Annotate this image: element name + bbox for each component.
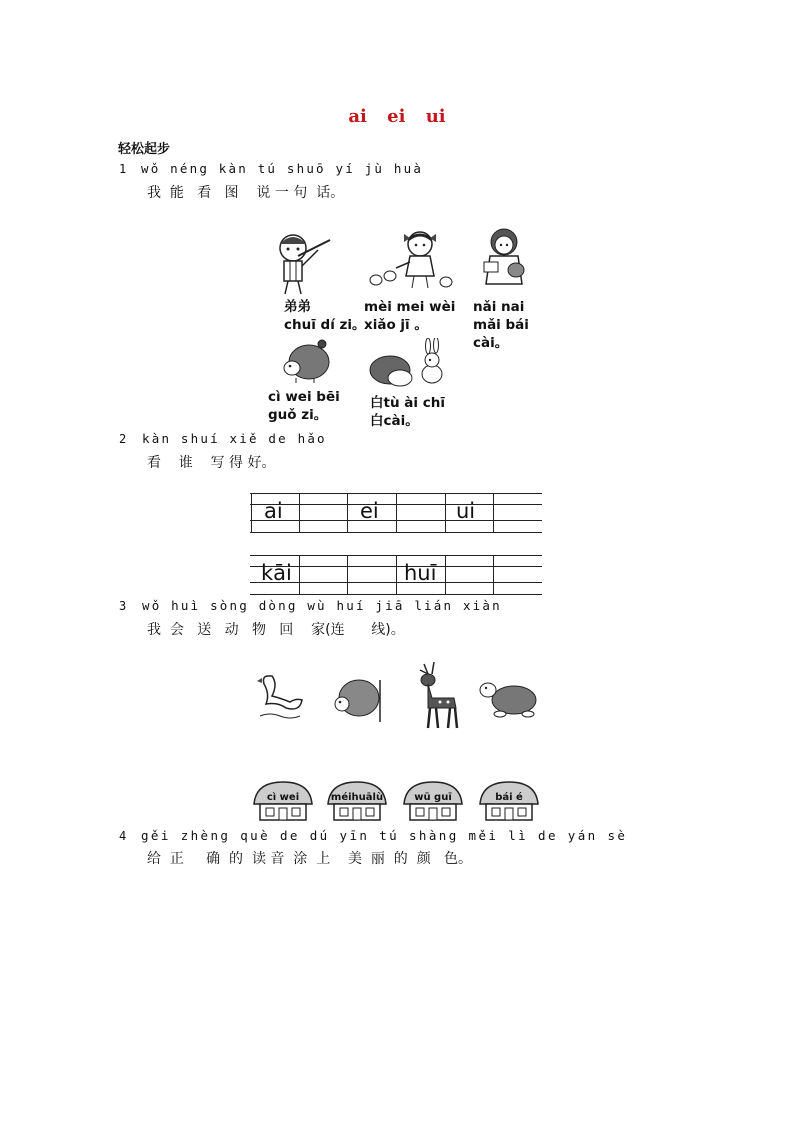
question-2-text: 看 谁 写 得 好。	[147, 455, 276, 471]
boy-flute-illustration	[268, 228, 338, 298]
grid-1-cell-ai: ai	[264, 499, 283, 523]
grid-1-cell-ui: ui	[456, 499, 476, 523]
girl-chicks-illustration	[362, 224, 457, 294]
grid-2-cell-kai: kāi	[261, 561, 292, 585]
question-1-pinyin: wǒ néng kàn tú shuō yí jù huà	[141, 161, 424, 176]
grid-1-cell-ei: ei	[360, 499, 379, 523]
page-title: ai ei ui	[348, 106, 446, 127]
question-3-text: 我 会 送 动 物 回 家(连 线)。	[147, 622, 405, 638]
house-label-meihualu: méihuālù	[330, 792, 384, 803]
caption-sister-chicks: mèi mei wèi xiǎo jī 。	[364, 299, 456, 333]
house-label-bai-e: bái é	[495, 792, 523, 803]
grandma-cabbage-illustration	[476, 226, 532, 292]
turtle-illustration	[478, 678, 540, 720]
question-2-number: 2	[119, 432, 127, 446]
question-4-text: 给 正 确 的 读 音 涂 上 美 丽 的 颜 色。	[147, 851, 473, 867]
question-2-pinyin: kàn shuí xiě de hǎo	[142, 431, 327, 446]
caption-rabbit-cabbage: 白tù ài chī 白cài。	[370, 395, 445, 429]
deer-illustration	[410, 662, 462, 732]
question-4-pinyin: gěi zhèng què de dú yīn tú shàng měi lì de yán sè	[141, 828, 628, 843]
question-3-pinyin: wǒ huì sòng dòng wù huí jiā lián xiàn	[142, 598, 502, 613]
question-1-number: 1	[119, 162, 127, 176]
caption-hedgehog-fruit: cì wei bēi guǒ zi。	[268, 389, 340, 423]
house-label-wu-gui: wū guī	[414, 792, 452, 803]
hedgehog-illustration	[282, 338, 332, 384]
caption-brother-flute: 弟弟 chuī dí zi。	[284, 299, 366, 333]
question-4-number: 4	[119, 829, 127, 843]
grid-2-cell-hui: huī	[404, 561, 437, 585]
question-3-number: 3	[119, 599, 127, 613]
hedgehog-animal-illustration	[332, 676, 382, 722]
swan-illustration	[256, 668, 308, 724]
section-heading: 轻松起步	[118, 142, 171, 157]
question-1-text: 我 能 看 图 说 一 句 话。	[147, 185, 345, 201]
house-label-ci-wei: cì wei	[266, 792, 300, 803]
rabbit-cabbage-illustration	[366, 338, 456, 388]
caption-grandma-cabbage: nǎi nai mǎi bái cài。	[473, 299, 529, 351]
